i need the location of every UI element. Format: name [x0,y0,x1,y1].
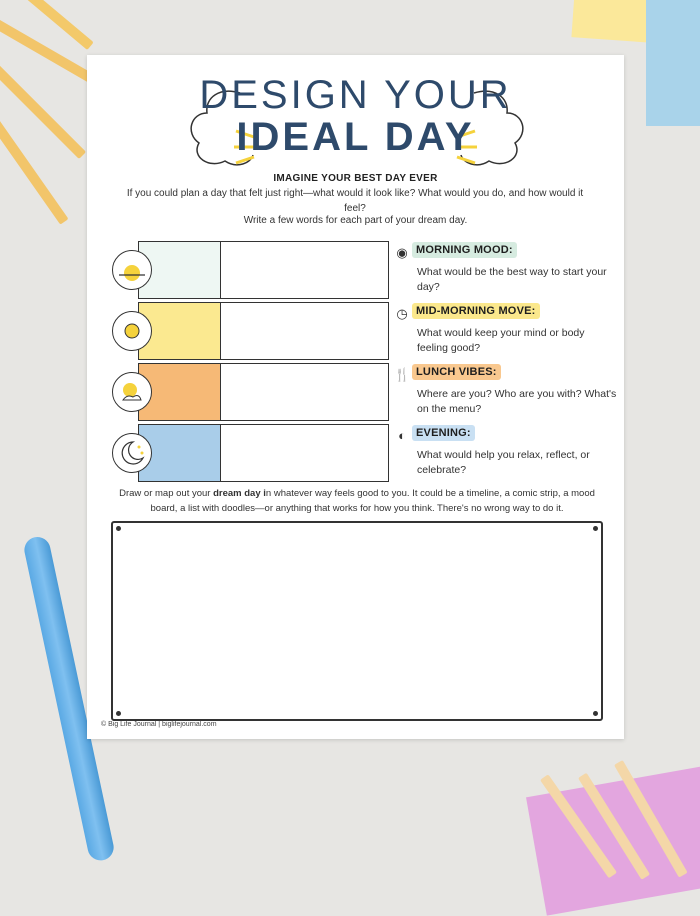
map-text-bold: dream day i [213,488,266,499]
lunch-answer-box[interactable] [220,363,389,421]
map-instructions [112,486,602,516]
corner-dot [593,526,598,531]
sticky-note-yellow [571,0,654,43]
evening-label: EVENING: [412,425,475,441]
morning-label: MORNING MOOD: [412,242,517,258]
subheading: IMAGINE YOUR BEST DAY EVER [273,173,438,184]
morning-question: What would be the best way to start your day? [417,266,607,293]
morning-row [112,241,622,299]
map-text-part: Draw or map out your [119,488,214,499]
lunch-row [112,363,622,421]
sun-icon [112,311,152,351]
mid-morning-answer-box[interactable] [220,302,389,360]
evening-question: What would help you relax, reflect, or celebrate? [417,449,590,476]
sticky-note-blue [646,0,700,126]
instruction-text: Write a few words for each part of your dream day. [243,215,468,226]
sun-cloud-icon [112,372,152,412]
evening-answer-box[interactable] [220,424,389,482]
evening-row [112,424,622,482]
mid-morning-label: MID-MORNING MOVE: [412,303,540,319]
page-title-line1: DESIGN YOUR [199,73,512,117]
mid-morning-question: What would keep your mind or body feeling good? [417,327,585,354]
mid-morning-row [112,302,622,360]
morning-answer-box[interactable] [220,241,389,299]
page-title-line2: IDEAL DAY [236,115,475,159]
footer-credit: © Big Life Journal | biglifejournal.com [101,721,217,728]
corner-dot [116,526,121,531]
worksheet-page [87,55,624,739]
moon-stars-icon [112,433,152,473]
clock-icon: ◷ [396,306,408,321]
sunrise-icon [112,250,152,290]
title-block [87,65,624,175]
pencil [0,0,94,50]
map-text-part: n whatever way feels good to you. It could be a timeline, a comic strip, a mood board, a list with doodles—or anything that works for how you think. There's no wrong way to do it. [150,488,595,514]
drawing-area[interactable] [111,521,603,721]
lunch-question: Where are you? Who are you with? What's on the menu? [417,388,617,415]
intro-text: If you could plan a day that felt just right—what would it look like? What would you do, and how would it feel? [126,188,584,214]
brain-icon: ◉ [396,245,408,260]
lunch-label: LUNCH VIBES: [412,364,501,380]
moon-icon: ◐ [398,428,406,443]
corner-dot [593,711,598,716]
utensils-icon: 🍴 [394,367,411,382]
pencil [0,104,68,224]
corner-dot [116,711,121,716]
